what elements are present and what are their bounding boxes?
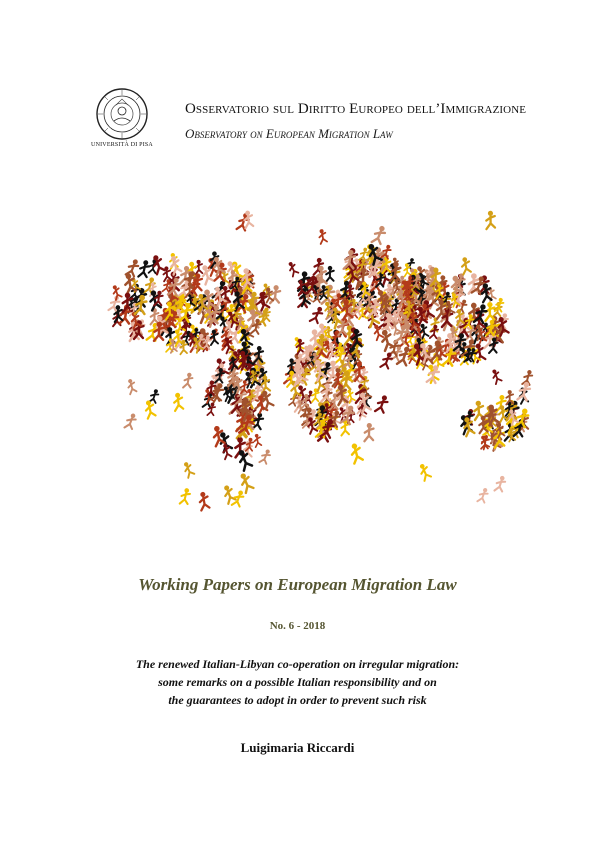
seal-emblem-icon [94,87,150,141]
person-figure [180,487,191,505]
person-figure [494,475,506,493]
person-figure [173,392,183,411]
paper-title-line: The renewed Italian-Libyan co-operation on irregular migration: [135,657,460,671]
author-name: Luigimaria Riccardi [240,740,355,755]
person-figure [486,211,495,229]
person-figure [144,400,156,419]
university-seal [82,87,162,153]
person-figure [477,487,489,504]
person-figure [418,463,432,481]
people-world-map-illustration [100,210,540,515]
person-figure [372,224,387,245]
person-figure [211,382,225,402]
person-figure [138,259,150,278]
person-figure [163,266,171,281]
person-figure [326,266,334,282]
person-figure [495,297,505,312]
person-figure [182,461,195,478]
person-figure [270,285,281,304]
person-figure [491,368,502,384]
person-figure [222,484,236,504]
person-figure [460,257,471,275]
observatory-name-english: Observatory on European Migration Law [185,126,393,141]
person-figure [259,448,271,465]
person-figure [310,305,325,324]
paper-title-line: the guarantees to adopt in order to prevent such risk [168,693,427,707]
observatory-name-italian: Osservatorio sul Diritto Europeo dell’Immigrazione [185,101,527,117]
person-figure [198,491,209,510]
issue-number: No. 6 - 2018 [269,620,326,632]
person-figure [124,412,137,430]
person-figure [375,394,389,414]
paper-title [60,655,535,709]
person-figure [252,412,264,431]
person-figure [318,229,327,244]
person-figure [381,244,392,260]
person-figure [364,423,373,442]
person-figure [126,378,136,394]
person-figure [287,261,299,277]
series-title: Working Papers on European Migration Law [138,575,457,594]
person-figure [349,442,363,463]
seal-caption: UNIVERSITÀ DI PISA [91,142,153,148]
person-figure [111,284,122,300]
person-figure [183,372,193,389]
person-figure [246,437,254,451]
person-figure [169,255,182,275]
person-figure [253,433,261,447]
paper-title-line: some remarks on a possible Italian responsibility and on [158,675,437,689]
person-figure [243,210,253,228]
person-figure [238,472,254,493]
